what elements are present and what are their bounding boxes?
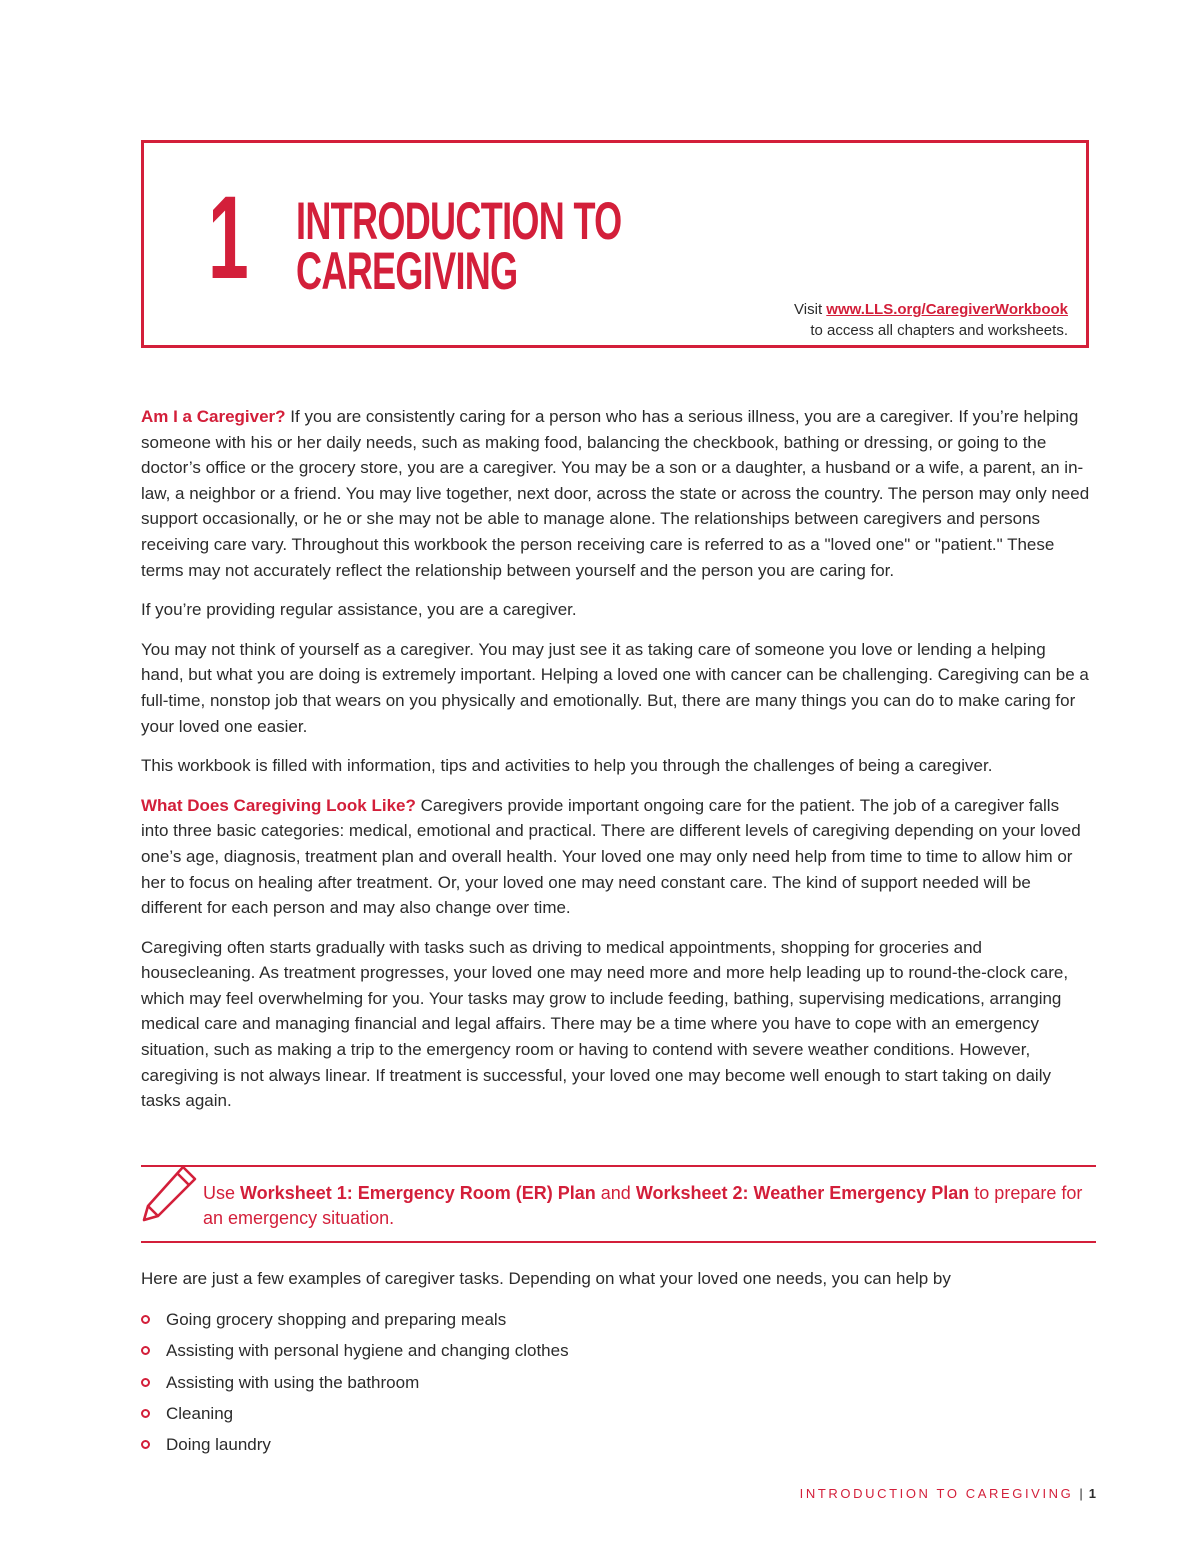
paragraph-text: If you are consistently caring for a person who has a serious illness, you are a caregiver. If you’re helping someone with his or her daily needs, such as making food, balancing the checkbook, bathing or dressing, or going to the doctor’s office or the grocery store, you are a caregiver. You may be a son or a daughter, a husband or a wife, a parent, an in-law, a neighbor or a friend. You may live together, next door, across the state or across the country. The person may only need support occasionally, or he or she may not be able to manage alone. The relationships between caregivers and persons receiving care vary. Throughout this workbook the person receiving care is referred to as a "loved one" or "patient." These terms may not accurately reflect the relationship between yourself and the person you are caring for.	[141, 407, 1090, 580]
footer-separator: |	[1079, 1486, 1083, 1501]
worksheet-1-reference: Worksheet 1: Emergency Room (ER) Plan	[240, 1183, 596, 1203]
tasks-intro: Here are just a few examples of caregiver tasks. Depending on what your loved one needs, you can help by	[141, 1269, 951, 1288]
worksheet-callout	[141, 1165, 1096, 1243]
list-item-label: Doing laundry	[166, 1435, 271, 1455]
callout-text-part: Use	[203, 1183, 241, 1203]
paragraph-not-think-caregiver: You may not think of yourself as a caregiver. You may just see it as taking care of someone you love or lending a helping hand, but what you are doing is extremely important. Helping a loved one with cancer can be challenging. Caregiving can be a full-time, nonstop job that wears on you physically and emotionally. But, there are many things you can do to make caring for your loved one easier.	[141, 639, 1089, 736]
circle-bullet-icon	[141, 1346, 150, 1355]
paragraph-text: Caregivers provide important ongoing care for the patient. The job of a caregiver falls into three basic categories: medical, emotional and practical. There are different levels of caregiving depending on your loved one’s age, diagnosis, treatment plan and overall health. Your loved one may only need help from time to time to allow him or her to focus on healing after treatment. Or, your loved one may need constant care. The kind of support needed will be different for each person and may also change over time.	[141, 795, 1081, 918]
list-item	[141, 1401, 569, 1426]
list-item-label: Going grocery shopping and preparing meals	[166, 1310, 507, 1329]
main-content	[141, 404, 1091, 1128]
page-footer	[800, 1486, 1096, 1501]
heading-am-i-caregiver: Am I a Caregiver?	[141, 407, 286, 426]
callout-text-part: and	[595, 1183, 636, 1203]
circle-bullet-icon	[141, 1315, 150, 1324]
list-item	[141, 1307, 569, 1332]
workbook-link[interactable]: www.LLS.org/CaregiverWorkbook	[826, 301, 1068, 318]
footer-section-title: INTRODUCTION TO CAREGIVING	[799, 1486, 1074, 1501]
circle-bullet-icon	[141, 1440, 150, 1449]
list-item	[141, 1370, 569, 1395]
paragraph-am-i-caregiver	[141, 404, 1091, 583]
chapter-title-line2: CAREGIVING	[296, 242, 518, 301]
chapter-header-box	[141, 140, 1089, 348]
paragraph-regular-assistance: If you’re providing regular assistance, you are a caregiver.	[141, 600, 577, 620]
chapter-title	[296, 192, 622, 301]
paragraph-workbook-info: This workbook is filled with information, tips and activities to help you through the challenges of being a caregiver.	[141, 756, 993, 776]
list-item	[141, 1432, 569, 1457]
visit-prefix: Visit	[794, 301, 827, 318]
chapter-number: 1	[208, 172, 248, 304]
worksheet-2-reference: Worksheet 2: Weather Emergency Plan	[635, 1183, 970, 1203]
list-item-label: Assisting with personal hygiene and changing clothes	[166, 1341, 569, 1361]
paragraph-what-caregiving-looks-like	[141, 793, 1091, 921]
callout-text-part: to prepare for an emergency situation.	[203, 1183, 1083, 1228]
page-number: 1	[1088, 1486, 1096, 1501]
circle-bullet-icon	[141, 1409, 150, 1418]
list-item-label: Assisting with using the bathroom	[166, 1372, 420, 1392]
list-item-label: Cleaning	[166, 1403, 234, 1423]
visit-note	[794, 299, 1068, 341]
circle-bullet-icon	[141, 1378, 150, 1387]
chapter-title-line1: INTRODUCTION TO	[296, 192, 622, 251]
visit-suffix: to access all chapters and worksheets.	[810, 322, 1068, 339]
paragraph-gradual-start: Caregiving often starts gradually with tasks such as driving to medical appointments, shopping for groceries and housecleaning. As treatment progresses, your loved one may need more and more help leading up to round-the-clock care, which may feel overwhelming for you. Your tasks may grow to include feeding, bathing, supervising medications, arranging medical care and managing financial and legal affairs. There may be a time where you have to cope with an emergency situation, such as making a trip to the emergency room or having to contend with severe weather conditions. However, caregiving is not always linear. If treatment is successful, your loved one may become well enough to start taking on daily tasks again.	[141, 937, 1069, 1111]
heading-what-caregiving-looks-like: What Does Caregiving Look Like?	[141, 795, 416, 815]
tasks-list	[141, 1307, 569, 1463]
list-item	[141, 1338, 569, 1363]
callout-text	[203, 1181, 1083, 1231]
pencil-icon	[141, 1163, 201, 1223]
